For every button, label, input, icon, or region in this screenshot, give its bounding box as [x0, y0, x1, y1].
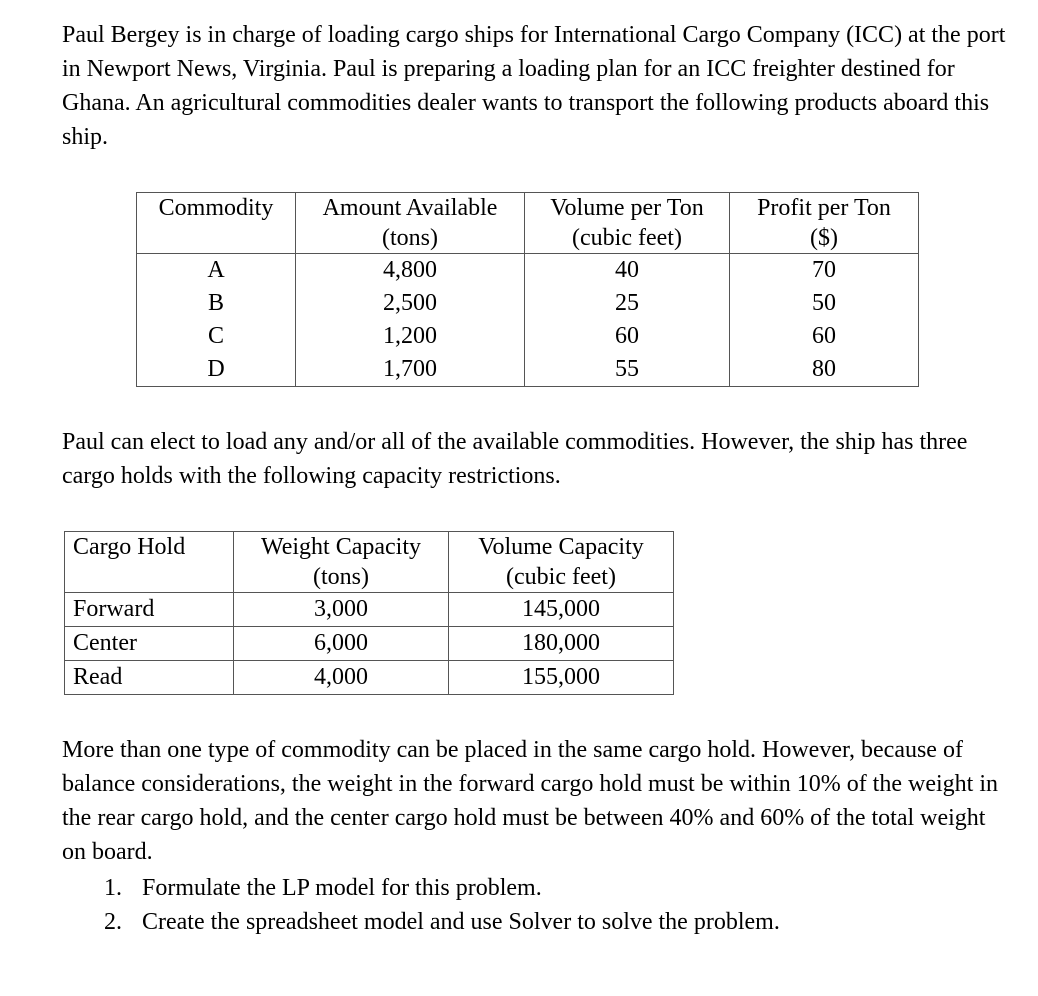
header-cargo-hold: Cargo Hold: [65, 532, 234, 593]
cell-profit: 60: [730, 320, 919, 353]
header-amount-available: Amount Available (tons): [296, 193, 525, 254]
table-header-row: [137, 193, 919, 254]
table-header-row: [65, 532, 674, 593]
list-text: Formulate the LP model for this problem.: [142, 875, 542, 901]
cell-commodity: D: [137, 353, 296, 387]
cell-weight: 4,000: [234, 661, 449, 695]
list-text: Create the spreadsheet model and use Solver to solve the problem.: [142, 909, 780, 935]
cell-volume: 155,000: [449, 661, 674, 695]
table-row: [65, 661, 674, 695]
header-volume-capacity: Volume Capacity (cubic feet): [449, 532, 674, 593]
intro-paragraph: Paul Bergey is in charge of loading cargo ships for International Cargo Company (ICC) at the port in Newport News, Virginia. Paul is preparing a loading plan for an ICC freighter destined for Ghana. An agricultural commodities dealer wants to transport the following products aboard this ship.: [62, 22, 1006, 150]
cell-volume: 55: [525, 353, 730, 387]
cell-amount: 1,700: [296, 353, 525, 387]
header-profit-per-ton: Profit per Ton ($): [730, 193, 919, 254]
cell-commodity: C: [137, 320, 296, 353]
middle-paragraph: Paul can elect to load any and/or all of the available commodities. However, the ship has three cargo holds with the following capacity restrictions.: [62, 429, 968, 489]
list-number: 1.: [104, 875, 122, 901]
table-row: [137, 320, 919, 353]
cell-weight: 6,000: [234, 627, 449, 661]
cell-hold: Forward: [65, 593, 234, 627]
cell-amount: 4,800: [296, 254, 525, 288]
cell-amount: 1,200: [296, 320, 525, 353]
commodity-table: [136, 192, 919, 387]
cell-amount: 2,500: [296, 287, 525, 320]
cell-volume: 145,000: [449, 593, 674, 627]
cell-volume: 40: [525, 254, 730, 288]
header-weight-capacity: Weight Capacity (tons): [234, 532, 449, 593]
cell-commodity: B: [137, 287, 296, 320]
cell-commodity: A: [137, 254, 296, 288]
cell-hold: Center: [65, 627, 234, 661]
cell-profit: 70: [730, 254, 919, 288]
cell-weight: 3,000: [234, 593, 449, 627]
table-row: [65, 593, 674, 627]
cell-volume: 180,000: [449, 627, 674, 661]
cell-volume: 60: [525, 320, 730, 353]
cell-hold: Read: [65, 661, 234, 695]
cell-volume: 25: [525, 287, 730, 320]
list-number: 2.: [104, 909, 122, 935]
cell-profit: 80: [730, 353, 919, 387]
list-item: [104, 905, 780, 939]
task-list: [104, 871, 780, 939]
closing-paragraph: More than one type of commodity can be placed in the same cargo hold. However, because of balance considerations, the weight in the forward cargo hold must be within 10% of the weight in the rear cargo hold, and the center cargo hold must be between 40% and 60% of the total weight on board.: [62, 737, 998, 865]
list-item: [104, 871, 780, 905]
header-commodity: Commodity: [137, 193, 296, 254]
cargo-hold-table: [64, 531, 674, 695]
table-row: [137, 254, 919, 288]
table-row: [137, 287, 919, 320]
cell-profit: 50: [730, 287, 919, 320]
table-row: [137, 353, 919, 387]
table-row: [65, 627, 674, 661]
header-volume-per-ton: Volume per Ton (cubic feet): [525, 193, 730, 254]
